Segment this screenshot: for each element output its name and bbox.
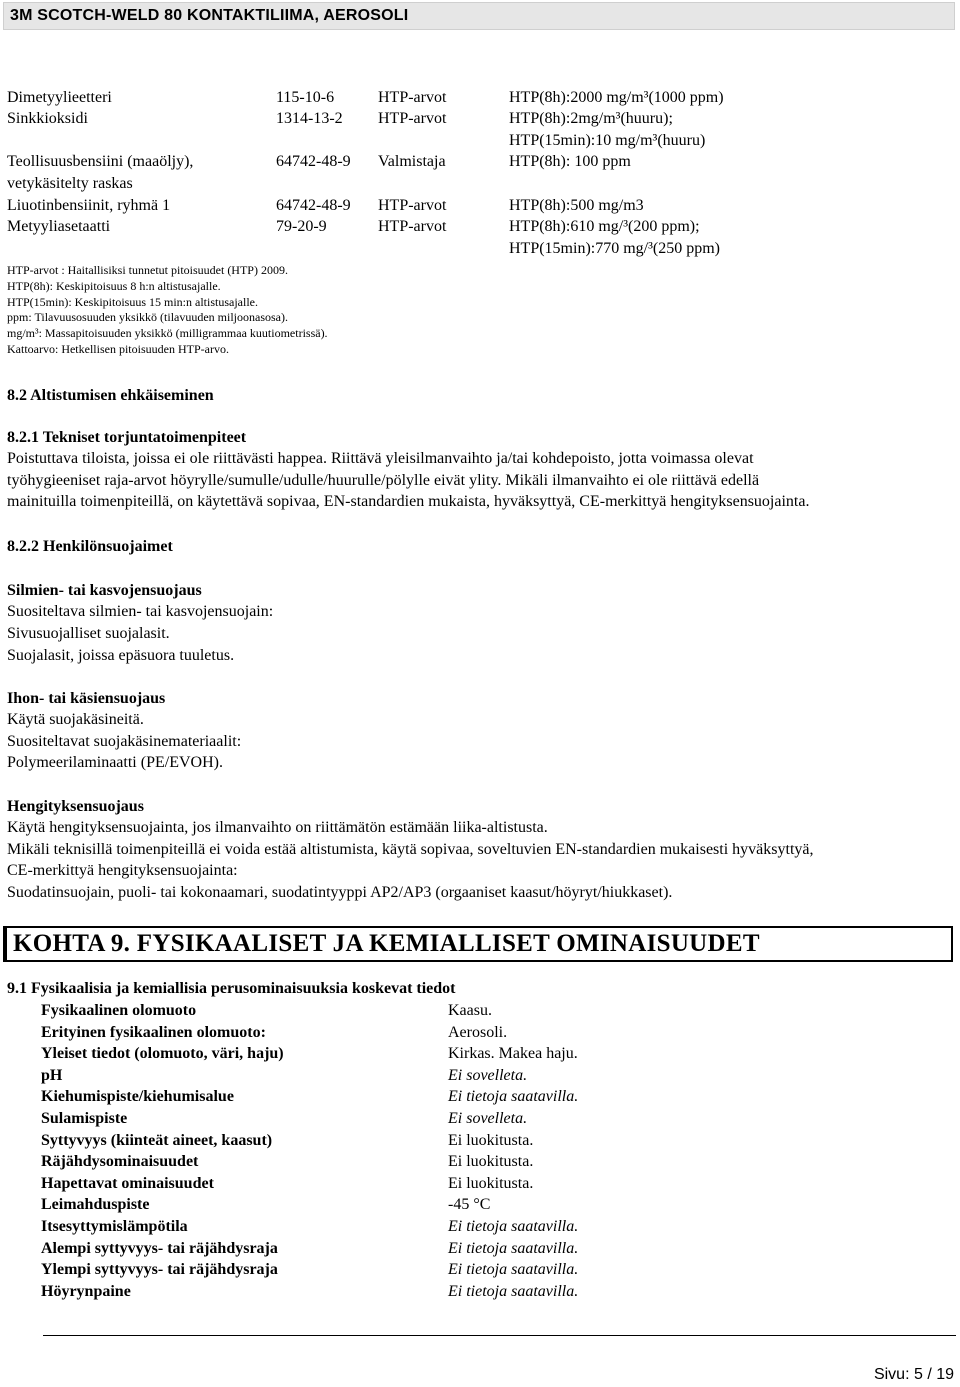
property-label: pH	[41, 1066, 63, 1084]
cas-number: 64742-48-9	[276, 197, 351, 214]
limit-value: HTP(8h):610 mg/³(200 ppm);	[509, 218, 700, 235]
property-label: Räjähdysominaisuudet	[41, 1153, 199, 1171]
respiratory-protection-line: Suodatinsuojain, puoli- tai kokonaamari, suodatintyyppi AP2/AP3 (orgaaniset kaasut/höyryt/hiukkaset).	[7, 884, 673, 901]
section-9-title: KOHTA 9. FYSIKAALISET JA KEMIALLISET OMINAISUUDET	[13, 930, 760, 957]
eye-protection-line: Suojalasit, joissa epäsuora tuuletus.	[7, 647, 235, 664]
engineering-controls-line: Poistuttava tiloista, joissa ei ole riittävästi happea. Riittävä yleisilmanvaihto ja/tai kohdepoisto, jotta voimassa olevat	[7, 450, 754, 467]
note-line: mg/m³: Massapitoisuuden yksikkö (milligrammaa kuutiometrissä).	[7, 326, 328, 341]
property-label: Fysikaalinen olomuoto	[41, 1002, 197, 1019]
property-label: Höyrynpaine	[41, 1282, 131, 1300]
respiratory-protection-line: CE-merkittyä hengityksensuojainta:	[7, 862, 238, 879]
limit-value: HTP(8h):500 mg/m3	[509, 197, 644, 214]
property-value: Ei tietoja saatavilla.	[448, 1088, 579, 1106]
skin-protection-line: Polymeerilaminaatti (PE/EVOH).	[7, 754, 223, 771]
limit-type: HTP-arvot	[378, 218, 447, 235]
substance-name: Metyyliasetaatti	[7, 218, 111, 235]
note-line: Kattoarvo: Hetkellisen pitoisuuden HTP-arvo.	[7, 342, 229, 356]
cas-number: 1314-13-2	[276, 110, 343, 127]
limit-type: Valmistaja	[378, 153, 446, 170]
property-value: Ei luokitusta.	[448, 1131, 534, 1149]
property-label: Erityinen fysikaalinen olomuoto:	[41, 1023, 266, 1041]
respiratory-protection-line: Käytä hengityksensuojainta, jos ilmanvaihto on riittämätön estämään liika-altistusta.	[7, 819, 548, 836]
limit-value: HTP(8h): 100 ppm	[509, 153, 631, 170]
property-label: Kiehumispiste/kiehumisalue	[41, 1088, 234, 1106]
property-value: Ei tietoja saatavilla.	[448, 1218, 579, 1235]
property-label: Itsesyttymislämpötila	[41, 1218, 188, 1235]
eye-protection-line: Sivusuojalliset suojalasit.	[7, 625, 170, 642]
skin-protection-line: Suositeltavat suojakäsinemateriaalit:	[7, 733, 242, 750]
cas-number: 79-20-9	[276, 218, 327, 235]
note-line: HTP(8h): Keskipitoisuus 8 h:n altistusajalle.	[7, 278, 221, 293]
section-8-2-2-heading: 8.2.2 Henkilönsuojaimet	[7, 538, 173, 555]
property-label: Ylempi syttyvyys- tai räjähdysraja	[41, 1261, 278, 1279]
property-value: Ei luokitusta.	[448, 1153, 534, 1171]
limit-value: HTP(8h):2mg/m³(huuru);	[509, 110, 673, 127]
property-label: Alempi syttyvyys- tai räjähdysraja	[41, 1239, 278, 1257]
property-value: Ei luokitusta.	[448, 1174, 534, 1192]
property-value: Aerosoli.	[448, 1023, 508, 1041]
property-value: Ei tietoja saatavilla.	[448, 1239, 579, 1257]
property-value: Ei sovelleta.	[448, 1110, 528, 1127]
section-8-2-1-heading: 8.2.1 Tekniset torjuntatoimenpiteet	[7, 429, 247, 446]
property-value: Kirkas. Makea haju.	[448, 1045, 578, 1063]
limit-type: HTP-arvot	[378, 110, 447, 127]
skin-protection-heading: Ihon- tai käsiensuojaus	[7, 690, 166, 707]
substance-name: Sinkkioksidi	[7, 110, 88, 127]
limit-type: HTP-arvot	[378, 197, 447, 214]
section-8-2-heading: 8.2 Altistumisen ehkäiseminen	[7, 387, 214, 404]
property-value: Ei sovelleta.	[448, 1066, 528, 1084]
note-line: ppm: Tilavuusosuuden yksikkö (tilavuuden miljoonasosa).	[7, 310, 288, 325]
property-value: Ei tietoja saatavilla.	[448, 1282, 579, 1300]
limit-value: HTP(15min):10 mg/m³(huuru)	[509, 132, 706, 149]
respiratory-protection-heading: Hengityksensuojaus	[7, 798, 144, 815]
eye-protection-line: Suositeltava silmien- tai kasvojensuojain:	[7, 603, 274, 620]
engineering-controls-line: mainituilla toimenpiteillä, on käytettävä sopivaa, EN-standardien mukaista, hyväksyttyä, CE-merkittyä hengityksensuojainta.	[7, 493, 810, 510]
property-value: Ei tietoja saatavilla.	[448, 1261, 579, 1279]
property-label: Yleiset tiedot (olomuoto, väri, haju)	[41, 1045, 284, 1063]
footer-divider	[43, 1335, 956, 1336]
property-label: Sulamispiste	[41, 1110, 128, 1127]
property-label: Leimahduspiste	[41, 1196, 150, 1214]
engineering-controls-line: työhygieeniset raja-arvot höyrylle/sumulle/udulle/huurulle/pölylle eivät ylity. Mikäli ilmanvaihto ei ole riittävä edellä	[7, 472, 760, 489]
property-label: Hapettavat ominaisuudet	[41, 1174, 214, 1192]
substance-name: Teollisuusbensiini (maaöljy),	[7, 153, 194, 170]
substance-name: Dimetyylieetteri	[7, 89, 112, 106]
skin-protection-line: Käytä suojakäsineitä.	[7, 711, 144, 728]
section-9-1-heading: 9.1 Fysikaalisia ja kemiallisia perusominaisuuksia koskevat tiedot	[7, 980, 456, 997]
note-line: HTP-arvot : Haitallisiksi tunnetut pitoisuudet (HTP) 2009.	[7, 263, 288, 277]
limit-value: HTP(8h):2000 mg/m³(1000 ppm)	[509, 89, 724, 106]
substance-name: Liuotinbensiinit, ryhmä 1	[7, 197, 171, 214]
page-number: Sivu: 5 / 19	[873, 1366, 954, 1383]
substance-name: vetykäsitelty raskas	[7, 174, 133, 192]
limit-type: HTP-arvot	[378, 89, 447, 106]
note-line: HTP(15min): Keskipitoisuus 15 min:n altistusajalle.	[7, 294, 258, 309]
document-title: 3M SCOTCH-WELD 80 KONTAKTILIIMA, AEROSOLI	[10, 7, 409, 24]
property-label: Syttyvyys (kiinteät aineet, kaasut)	[41, 1131, 273, 1149]
eye-protection-heading: Silmien- tai kasvojensuojaus	[7, 582, 202, 599]
limit-value: HTP(15min):770 mg/³(250 ppm)	[509, 240, 721, 257]
property-value: -45 °C	[448, 1196, 491, 1214]
cas-number: 64742-48-9	[276, 153, 351, 170]
cas-number: 115-10-6	[276, 89, 335, 106]
property-value: Kaasu.	[448, 1002, 492, 1019]
respiratory-protection-line: Mikäli teknisillä toimenpiteillä ei voida estää altistumista, käytä sopivaa, soveltuvien EN-standardien mukaisesti hyväksyttyä,	[7, 841, 814, 858]
document-header-bar	[3, 2, 955, 30]
section-9-title-box	[3, 926, 953, 962]
